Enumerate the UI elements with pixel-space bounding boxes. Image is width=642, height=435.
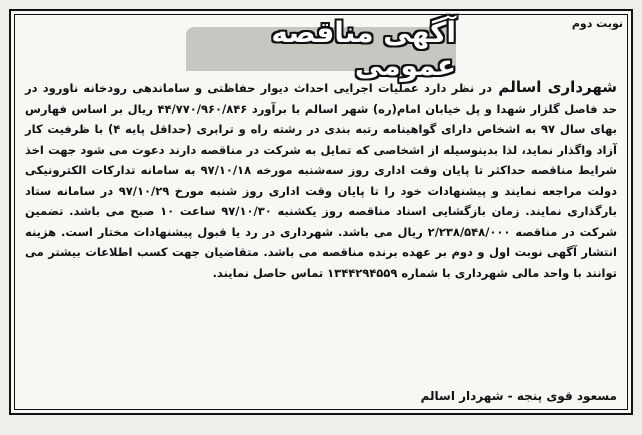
signature: مسعود قوی پنجه - شهردار اسالم: [420, 389, 617, 403]
title-banner: [186, 16, 456, 82]
organization-name: شهرداری اسالم: [492, 78, 617, 96]
notice-body: [25, 77, 617, 283]
notice-body-text: در نظر دارد عملیات اجرایی احداث دیوار حفاظتی و ساماندهی رودخانه ناورود در حد فاصل گلزار شهدا و پل خیابان امام(ره) شهر اسالم با برآورد ۴۴/۷۷۰/۹۶۰/۸۴۶ ریال بر اساس فهارس بهای سال ۹۷ به اشخاص دارای گواهینامه رتبه بندی در رشته راه و ترابری (حداقل پایه ۴) با ظرفیت کار آزاد واگذار نماید، لذا بدینوسیله از اشخاصی که تمایل به شرکت در مناقصه دارند دعوت می شود جهت اخذ شرایط مناقصه حداکثر تا پایان وقت اداری روز سه‌شنبه مورخه ۹۷/۱۰/۱۸ به سامانه تدارکات الکترونیکی دولت مراجعه نمایند و پیشنهادات خود را تا پایان وقت اداری روز شنبه مورخ ۹۷/۱۰/۲۹ در سامانه ستاد بارگذاری نمایند. زمان بازگشایی اسناد مناقصه روز یکشنبه ۹۷/۱۰/۳۰ ساعت ۱۰ صبح می باشد. تضمین شرکت در مناقصه ۲/۲۳۸/۵۴۸/۰۰۰ ریال می باشد. شهرداری در رد یا قبول پیشنهادات مختار است. هزینه انتشار آگهی نوبت اول و دوم بر عهده برنده مناقصه می باشد. متقاضیان جهت کسب اطلاعات بیشتر می توانند با واحد مالی شهرداری با شماره ۱۳۴۴۲۹۴۵۵۹ تماس حاصل نمایند.: [25, 81, 618, 280]
publication-round-tag: نوبت دوم: [571, 17, 623, 30]
tender-notice: [9, 9, 633, 415]
notice-title: آگهی مناقصه عمومی: [271, 16, 456, 82]
